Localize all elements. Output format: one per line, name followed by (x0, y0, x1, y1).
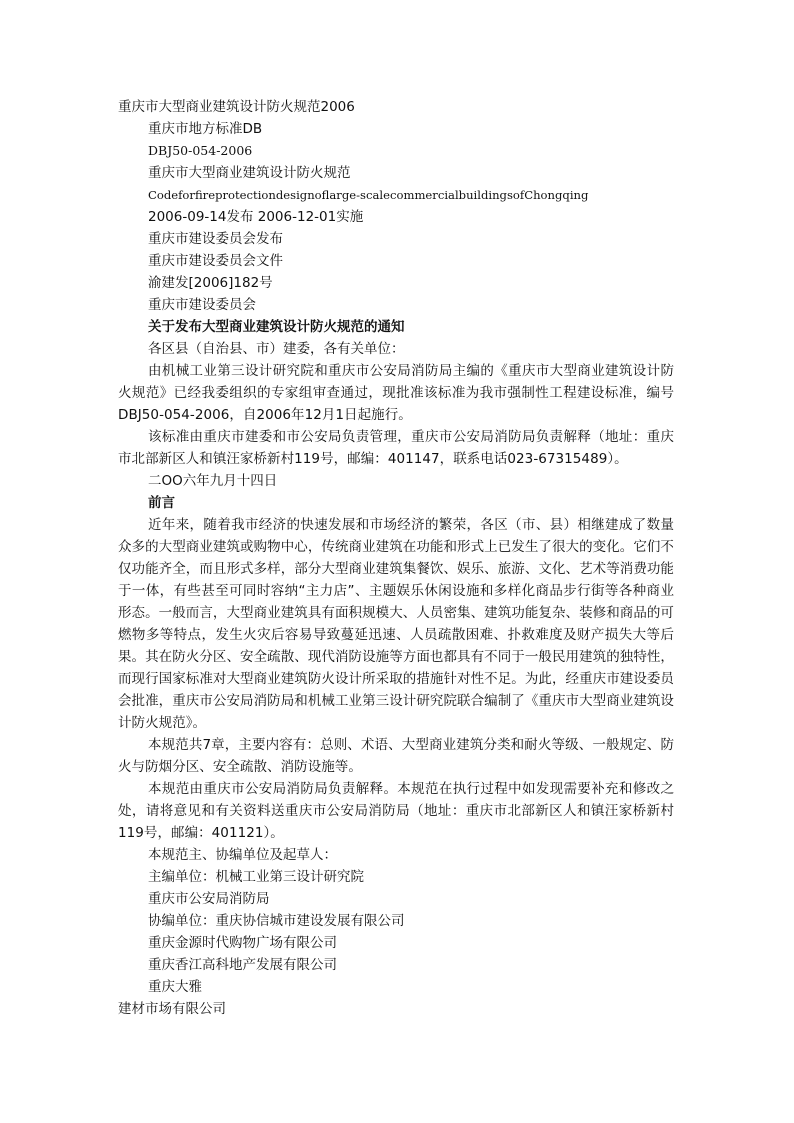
standard-label: 重庆市地方标准DB (148, 121, 263, 137)
co-editor-unit-4: 重庆大雅 (148, 979, 202, 995)
co-editor-unit-2: 重庆金源时代购物广场有限公司 (148, 935, 337, 951)
committee-name: 重庆市建设委员会 (148, 297, 256, 313)
notice-paragraph-2: 该标准由重庆市建委和市公安局负责管理，重庆市公安局消防局负责解释（地址：重庆市北部新区人和镇汪家桥新村119号，邮编：401147，联系电话023-67315489）。 (118, 429, 674, 467)
chief-editor-unit: 主编单位：机械工业第三设计研究院 (148, 869, 364, 885)
standard-english-title: Codeforfireprotectiondesignoflarge-scalecommercialbuildingsofChongqing (148, 188, 589, 202)
notice-paragraph-1: 由机械工业第三设计研究院和重庆市公安局消防局主编的《重庆市大型商业建筑设计防火规范》已经我委组织的专家组审查通过，现批准该标准为我市强制性工程建设标准，编号DBJ50-054-2006，自2006年12月1日起施行。 (118, 363, 674, 423)
notice-date: 二OO六年九月十四日 (148, 473, 278, 489)
units-heading: 本规范主、协编单位及起草人： (148, 847, 337, 863)
co-editor-unit-4-cont: 建材市场有限公司 (118, 1001, 226, 1017)
co-editor-unit-3: 重庆香江高科地产发展有限公司 (148, 957, 337, 973)
notice-title: 关于发布大型商业建筑设计防火规范的通知 (148, 319, 405, 335)
chief-editor-unit-2: 重庆市公安局消防局 (148, 891, 270, 907)
standard-code: DBJ50-054-2006 (148, 143, 253, 158)
preface-paragraph-1: 近年来，随着我市经济的快速发展和市场经济的繁荣，各区（市、县）相继建成了数量众多的大型商业建筑或购物中心，传统商业建筑在功能和形式上已发生了很大的变化。它们不仅功能齐全，而且形式多样，部分大型商业建筑集餐饮、娱乐、旅游、文化、艺术等消费功能于一体，有些甚至可同时容纳“主力店”、主题娱乐休闲设施和多样化商品步行街等各种商业形态。一般而言，大型商业建筑具有面积规模大、人员密集、建筑功能复杂、装修和商品的可燃物多等特点，发生火灾后容易导致蔓延迅速、人员疏散困难、扑救难度及财产损失大等后果。其在防火分区、安全疏散、现代消防设施等方面也都具有不同于一般民用建筑的独特性，而现行国家标准对大型商业建筑防火设计所采取的措施针对性不足。为此，经重庆市建设委员会批准，重庆市公安局消防局和机械工业第三设计研究院联合编制了《重庆市大型商业建筑设计防火规范》。 (118, 517, 674, 731)
document-title: 重庆市大型商业建筑设计防火规范2006 (118, 99, 355, 115)
issue-dates: 2006-09-14发布 2006-12-01实施 (148, 209, 364, 225)
co-editor-unit: 协编单位：重庆协信城市建设发展有限公司 (148, 913, 405, 929)
document-number: 渝建发[2006]182号 (148, 275, 273, 291)
preface-title: 前言 (148, 495, 175, 511)
issuer: 重庆市建设委员会发布 (148, 231, 283, 247)
notice-salutation: 各区县（自治县、市）建委，各有关单位： (148, 341, 405, 357)
issuer-document: 重庆市建设委员会文件 (148, 253, 283, 269)
standard-title: 重庆市大型商业建筑设计防火规范 (148, 165, 351, 181)
preface-paragraph-2: 本规范共7章，主要内容有：总则、术语、大型商业建筑分类和耐火等级、一般规定、防火与防烟分区、安全疏散、消防设施等。 (118, 737, 674, 775)
preface-paragraph-3: 本规范由重庆市公安局消防局负责解释。本规范在执行过程中如发现需要补充和修改之处，请将意见和有关资料送重庆市公安局消防局（地址：重庆市北部新区人和镇汪家桥新村119号，邮编：401121）。 (118, 781, 674, 841)
